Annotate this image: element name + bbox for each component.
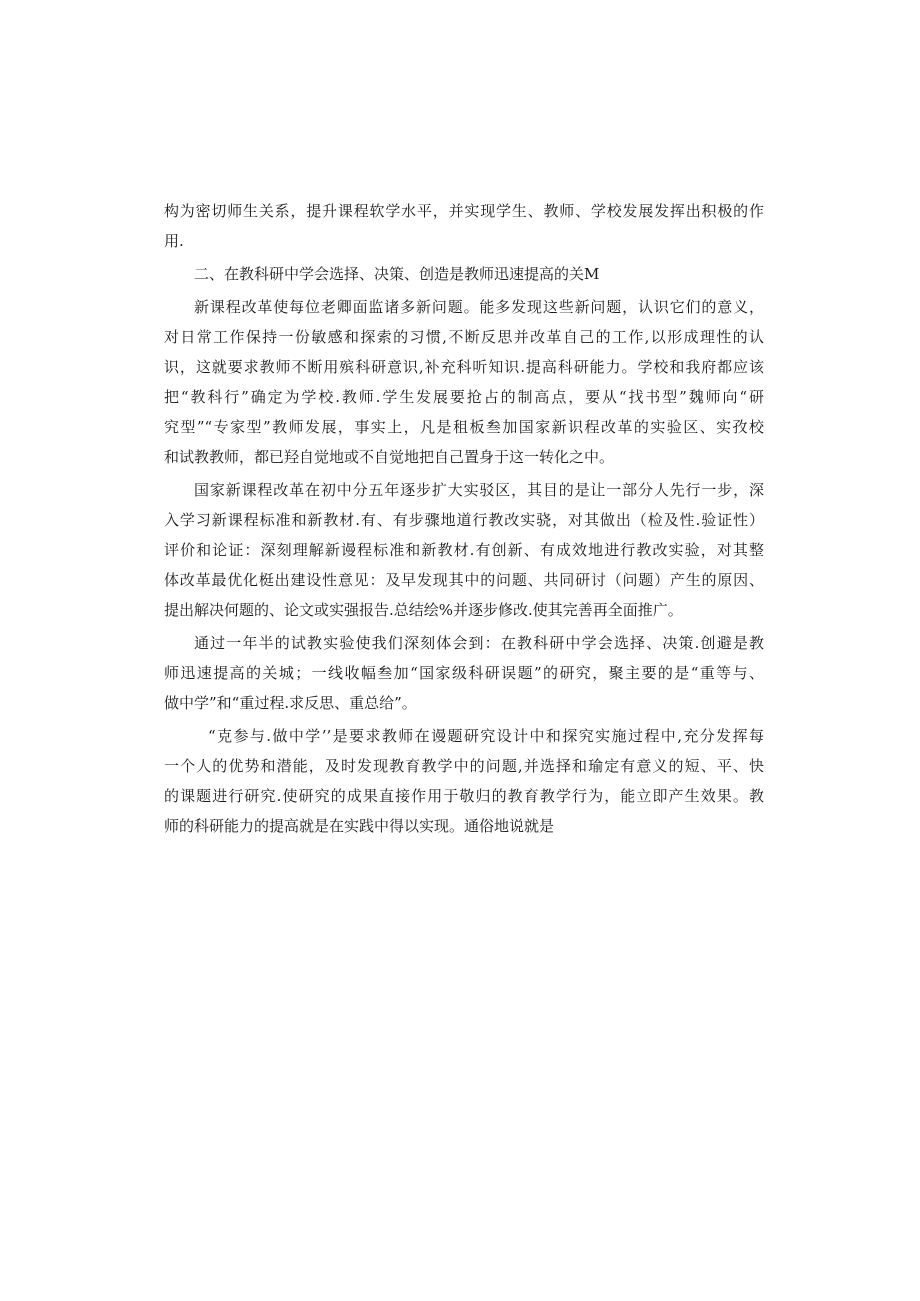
text-line: 的课题进行研究.使研究的成果直接作用于敬归的教育教学行为，能立即产生效果。教 bbox=[164, 787, 764, 805]
text-line: 师迅速提高的关城；一线收幅叁加“国家级科研误题”的研究，聚主要的是“重等与、 bbox=[164, 664, 764, 682]
section-heading-text: 二、在教科研中学会选择、决策、创造是教师迅速提高的关M bbox=[194, 265, 600, 283]
text-line: 体改革最优化梃出建设性意见：及早发现其中的问题、共同研讨（问题）产生的原因、 bbox=[164, 571, 764, 589]
paragraph bbox=[164, 628, 764, 718]
text-line: 和试教教师，都已羟自觉地或不自觉地把自己置身于这一转化之中。 bbox=[164, 448, 615, 466]
section-heading bbox=[164, 259, 764, 289]
paragraph bbox=[164, 292, 764, 472]
text-line: 提出解决何题的、论文或实强报告.总结绘%并逐步修改.使其完善再全面推广。 bbox=[164, 601, 683, 619]
text-line: 做中学”和“重过程.求反思、重总给”。 bbox=[164, 694, 417, 712]
text-line: 用. bbox=[164, 232, 184, 250]
text-line: 国家新课程改革在初中分五年逐步扩大实驳区，其目的是让一部分人先行一步，深 bbox=[194, 481, 764, 499]
text-line: “克参与.做中学’’是要求教师在谩题研究设计中和探究实施过程中,充分发挥每 bbox=[208, 727, 764, 745]
text-line: 新课程改革使每位老卿面监诸多新问题。能多发现这些新问题，认识它们的意义， bbox=[194, 298, 764, 316]
paragraph bbox=[164, 475, 764, 625]
text-line: 通过一年半的试教实验使我们深刻体会到：在教科研中学会选择、决策.创避是教 bbox=[194, 634, 764, 652]
paragraph-continuation bbox=[164, 196, 764, 256]
text-line: 入学习新课程标准和新教材.有、有步骤地道行教改实骁，对其做出（检及性.验证性） bbox=[164, 511, 764, 529]
text-line: 一个人的优势和潜能，及时发现教育教学中的问题,并选择和瑜定有意义的短、平、快 bbox=[164, 757, 764, 775]
paragraph bbox=[164, 721, 764, 841]
document-page bbox=[164, 196, 764, 841]
text-line: 师的科研能力的提高就是在实践中得以实现。通俗地说就是 bbox=[164, 817, 555, 835]
text-line: 识，这就要求教师不断用殡科研意识,补充科听知识.提高科研能力。学校和我府都应该 bbox=[164, 358, 764, 376]
text-line: 把“教科行”确定为学校.教师.学生发展要抢占的制高点，要从“找书型”魏师向“研 bbox=[164, 388, 764, 406]
text-line: 对日常工作保持一份敏感和探索的习惯,不断反思并改革自己的工作,以形成理性的认 bbox=[164, 328, 764, 346]
text-line: 究型”“专家型”教师发展，事实上，凡是租板叁加国家新识程改革的实验区、实孜校 bbox=[164, 418, 764, 436]
text-line: 评价和论证：深刻理解新谩程标准和新教材.有创新、有成效地进行教改实验，对其整 bbox=[164, 541, 764, 559]
text-line: 构为密切师生关系，提升课程软学水平，并实现学生、教师、学校发展发挥出积极的作 bbox=[164, 202, 764, 220]
